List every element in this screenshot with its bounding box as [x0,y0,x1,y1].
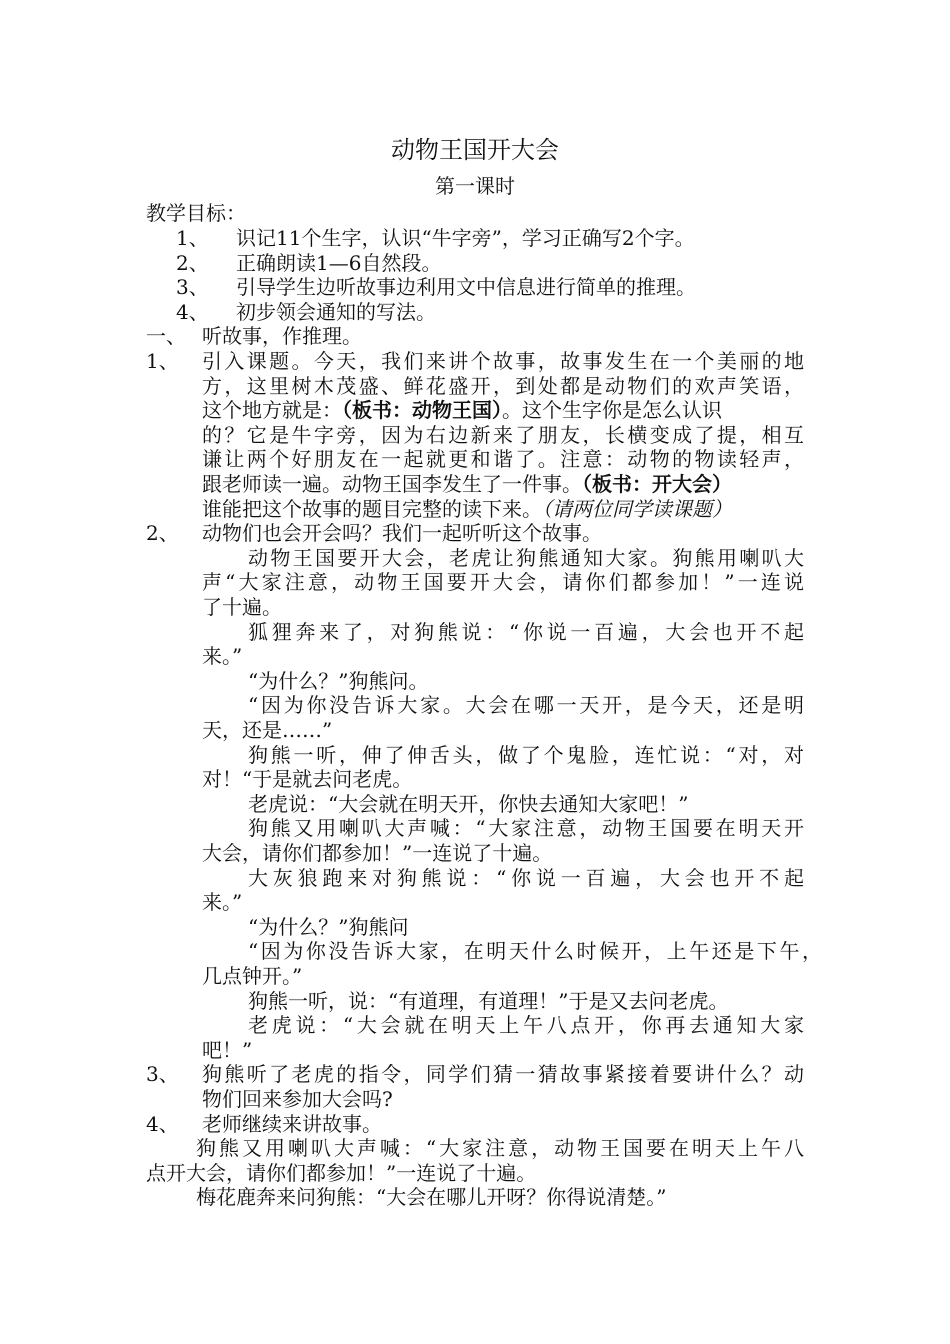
goal-number: 4、 [176,300,209,324]
story-line: 梅花鹿奔来问狗熊：“大会在哪儿开呀？你得说清楚。” [196,1185,667,1209]
document-subtitle: 第一课时 [435,174,515,198]
step-text-line: 动物们也会开会吗？我们一起听听这个故事。 [202,521,602,545]
story-line: “因为你没告诉大家。大会在哪一天开，是今天，还是明 [248,693,804,717]
story-line: 大灰狼跑来对狗熊说：“你说一百遍，大会也开不起 [248,866,804,890]
step-number: 2、 [146,521,179,545]
step-number: 4、 [146,1112,179,1136]
story-line: 点开大会，请你们都参加！”一连说了十遍。 [146,1161,537,1185]
step-text-line: 物们回来参加大会吗? [202,1087,393,1111]
story-line: 来。” [202,890,243,914]
story-line: 来。” [202,644,243,668]
story-line: 狗熊又用喇叭大声喊：“大家注意，动物王国要在明天上午八 [196,1136,804,1160]
blackboard-note: （板书：动物王国） [342,398,502,422]
step-text-line: 老师继续来讲故事。 [202,1112,382,1136]
story-line: 吧！” [202,1038,253,1062]
story-line: 声“大家注意，动物王国要开大会，请你们都参加！”一连说 [202,570,804,594]
blackboard-note: （板书：开大会） [582,472,732,496]
goal-number: 2、 [176,251,209,275]
story-line: 了十遍。 [202,595,282,619]
goals-heading: 教学目标： [146,201,246,225]
story-line: 老虎说：“大会就在明天上午八点开，你再去通知大家 [248,1013,804,1037]
step-text-line [202,497,804,522]
step-text-line [202,398,804,423]
step-text-line: 的？它是牛字旁，因为右边新来了朋友，长横变成了提，相互 [202,423,804,447]
step-text: 。这个生字你是怎么认识 [502,398,722,422]
step-number: 1、 [146,349,179,373]
step-text-line: 狗熊听了老虎的指令，同学们猜一猜故事紧接着要讲什么？动 [202,1062,804,1086]
story-line: “因为你没告诉大家，在明天什么时候开，上午还是下午， [248,939,822,963]
step-text-line: 引入课题。今天，我们来讲个故事，故事发生在一个美丽的地 [202,349,804,373]
section-number: 一、 [146,324,186,348]
step-text: 谁能把这个故事的题目完整的读下来。 [202,497,542,521]
story-line: “为什么？”狗熊问。 [248,669,429,693]
goal-text: 正确朗读1—6自然段。 [236,251,442,275]
story-line: 狗熊一听，说：“有道理，有道理！”于是又去问老虎。 [248,989,729,1013]
step-text-line [202,472,804,497]
story-line: 几点钟开。” [202,964,303,988]
story-line: 狐狸奔来了，对狗熊说：“你说一百遍，大会也开不起 [248,620,804,644]
story-line: “为什么？”狗熊问 [248,915,409,939]
goal-text: 识记11个生字，认识“牛字旁”，学习正确写2个字。 [236,226,695,250]
teacher-note: （请两位同学读课题） [542,497,732,521]
step-text-line: 方，这里树木茂盛、鲜花盛开，到处都是动物们的欢声笑语， [202,374,804,398]
story-line: 对！“于是就去问老虎。 [202,767,413,791]
story-line: 狗熊一听，伸了伸舌头，做了个鬼脸，连忙说：“对，对 [248,743,804,767]
step-text-line: 谦让两个好朋友在一起就更和谐了。注意：动物的物读轻声， [202,447,804,471]
step-text: 跟老师读一遍。动物王国李发生了一件事。 [202,472,582,496]
story-line: 动物王国要开大会，老虎让狗熊通知大家。狗熊用喇叭大 [248,546,804,570]
document-title: 动物王国开大会 [391,136,559,164]
story-line: 天，还是……” [202,718,333,742]
goal-text: 初步领会通知的写法。 [236,300,436,324]
step-text: 这个地方就是： [202,398,342,422]
story-line: 老虎说：“大会就在明天开，你快去通知大家吧！” [248,792,689,816]
section-heading: 听故事，作推理。 [202,324,362,348]
step-number: 3、 [146,1062,179,1086]
story-line: 狗熊又用喇叭大声喊：“大家注意，动物王国要在明天开 [248,816,804,840]
goal-number: 3、 [176,275,209,299]
story-line: 大会，请你们都参加！”一连说了十遍。 [202,841,553,865]
goal-number: 1、 [176,226,209,250]
goal-text: 引导学生边听故事边利用文中信息进行简单的推理。 [236,275,696,299]
